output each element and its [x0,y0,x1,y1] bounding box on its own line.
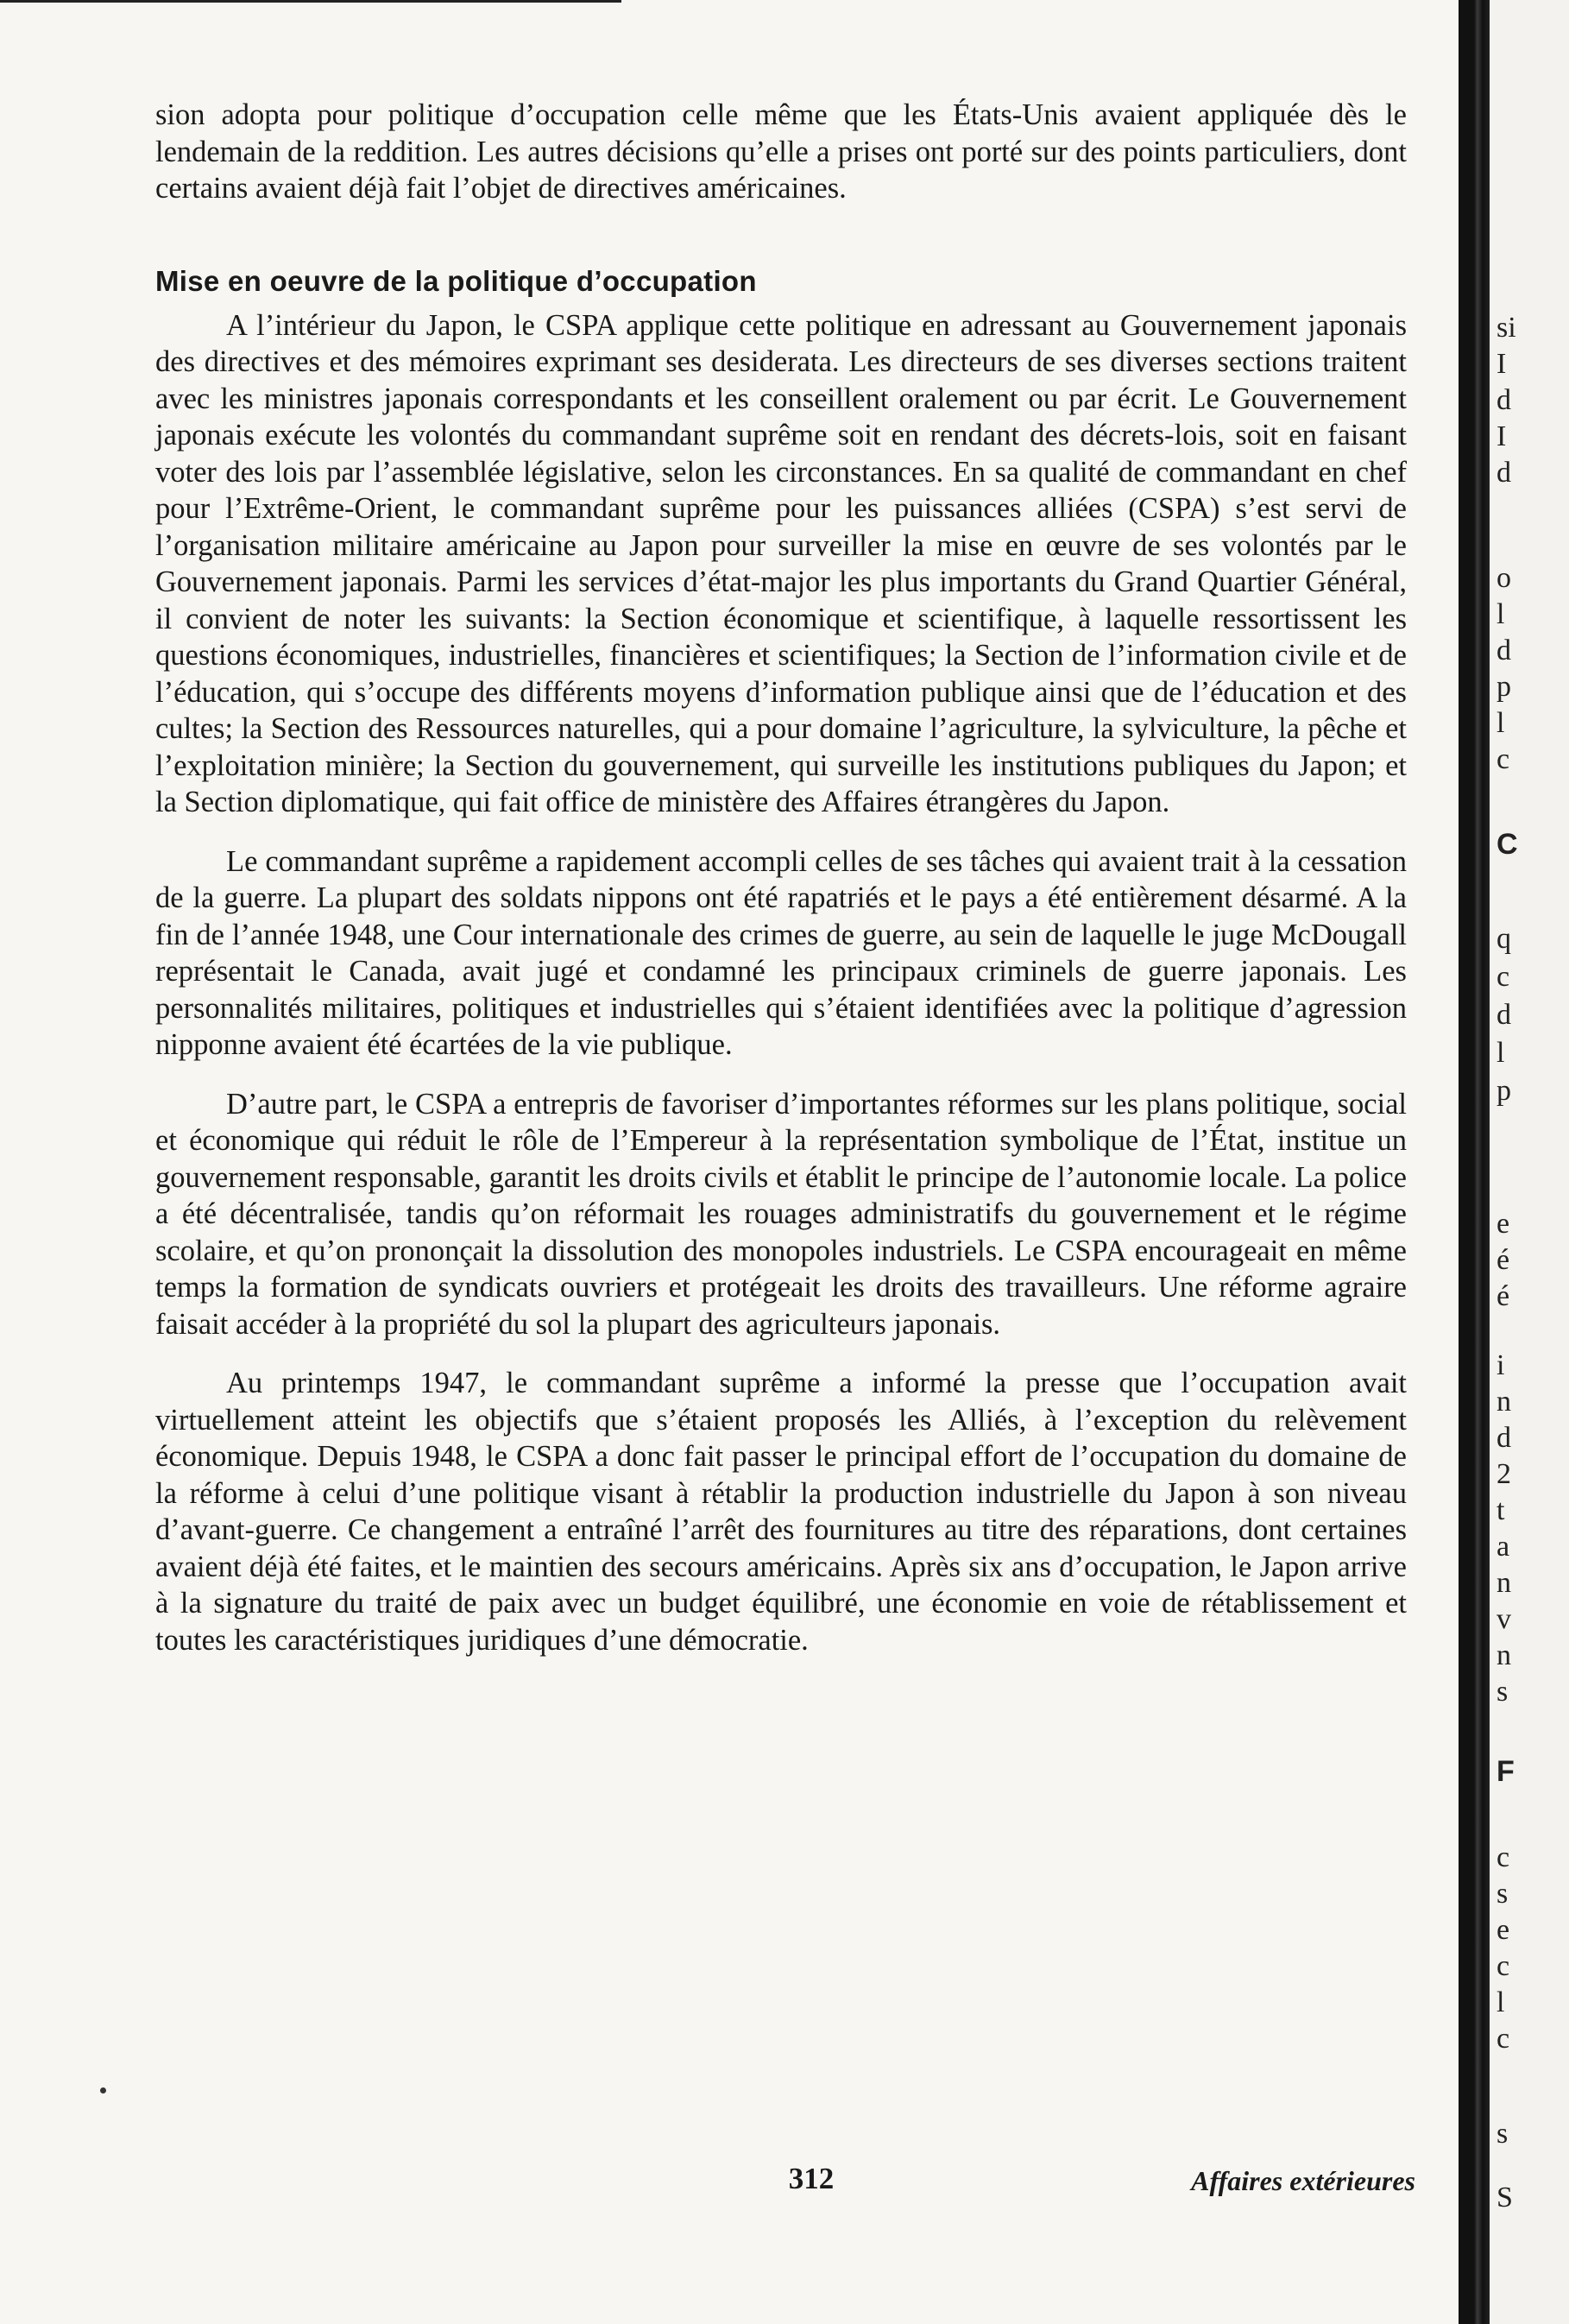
facing-fragment: é [1497,1244,1510,1276]
book-gutter [1459,0,1490,2324]
facing-fragment: F [1497,1755,1515,1788]
facing-fragment: C [1497,828,1518,861]
facing-fragment: si [1497,312,1516,344]
facing-fragment: l [1497,1037,1505,1069]
facing-fragment: q [1497,923,1511,955]
facing-page-edge [1490,0,1569,2324]
facing-fragment: s [1497,1878,1509,1910]
facing-fragment: d [1497,999,1511,1031]
facing-fragment: p [1497,671,1511,703]
facing-fragment: e [1497,1208,1510,1240]
facing-fragment: d [1497,635,1511,666]
paragraph: D’autre part, le CSPA a entrepris de favoriser d’importantes réformes sur les plans politique, social et économique qui réduit le rôle de l’Empereur à la représentation symbolique de l’État, institue un gouvernement responsable, garantit les droits civils et établit le principe de l’autonomie locale. La police a été décentralisée, tandis qu’on réformait les rouages administratifs du gouvernement et le régime scolaire, et qu’on prononçait la dissolution des monopoles industriels. Le CSPA encourageait en même temps la formation de syndicats ouvriers et protégeait les droits des travailleurs. Une réforme agraire faisait accéder à la propriété du sol la plupart des agriculteurs japonais. [155,1087,1407,1341]
facing-fragment: t [1497,1494,1505,1526]
text-column [155,97,1407,1681]
facing-fragment: c [1497,1841,1510,1873]
facing-fragment: l [1497,1986,1505,2018]
paragraph: Au printemps 1947, le commandant suprême a informé la presse que l’occupation avait virtuellement atteint les objectifs que s’étaient proposés les Alliés, à l’exception du relèvement économique. Depuis 1948, le CSPA a donc fait passer le principal effort de l’occupation du domaine de la réforme à celui d’une politique visant à rétablir la production industrielle du Japon à son niveau d’avant-guerre. Ce changement a entraîné l’arrêt des fournitures au titre des réparations, dont certaines avaient déjà été faites, et le maintien des secours américains. Après six ans d’occupation, le Japon arrive à la signature du traité de paix avec un budget équilibré, une économie en voie de rétablissement et toutes les caractéristiques juridiques d’une démocratie. [155,1367,1407,1657]
facing-fragment: d [1497,384,1511,416]
facing-fragment: d [1497,457,1511,489]
stray-mark [100,2087,106,2093]
paragraph: Le commandant suprême a rapidement accompli celles de ses tâches qui avaient trait à la cessation de la guerre. La plupart des soldats nippons ont été rapatriés et le pays a été entièrement désarmé. A la fin de l’année 1948, une Cour internationale des crimes de guerre, au sein de laquelle le juge McDougall représentait le Canada, avait jugé et condamné les principaux criminels de guerre japonais. Les personnalités militaires, politiques et industrielles qui s’étaient identifiées avec la politique d’agression nipponne avaient été écartées de la vie publique. [155,844,1407,1061]
facing-fragment: é [1497,1280,1510,1312]
facing-fragment: i [1497,1349,1505,1381]
facing-fragment: l [1497,598,1505,630]
paragraph: A l’intérieur du Japon, le CSPA applique cette politique en adressant au Gouvernement japonais des directives et des mémoires exprimant ses desiderata. Les directeurs de ses diverses sections traitent avec les ministres japonais correspondants et les conseillent oralement ou par écrit. Le Gouvernement japonais exécute les volontés du commandant suprême soit en rendant des décrets-lois, soit en faisant voter des lois par l’assemblée législative, selon les circonstances. En sa qualité de commandant en chef pour l’Extrême-Orient, le commandant suprême pour les puissances alliées (CSPA) s’est servi de l’organisation militaire américaine au Japon pour surveiller la mise en œuvre de ses volontés par le Gouvernement japonais. Parmi les services d’état-major les plus importants du Grand Quartier Général, il convient de noter les suivants: la Section économique et scientifique, à laquelle ressortissent les questions économiques, industrielles, financières et scientifiques; la Section de l’information civile et de l’éducation, qui s’occupe des différents moyens d’information publique ainsi que de l’éducation et des cultes; la Section des Ressources naturelles, qui a pour domaine l’agriculture, la sylviculture, la pêche et l’exploitation minière; la Section du gouvernement, qui surveille les institutions publiques du Japon; et la Section diplomatique, qui fait office de ministère des Affaires étrangères du Japon. [155,308,1407,818]
facing-fragment: e [1497,1914,1510,1946]
facing-fragment: l [1497,707,1505,739]
facing-fragment: v [1497,1603,1511,1635]
facing-fragment: a [1497,1531,1510,1563]
facing-fragment: n [1497,1386,1511,1418]
facing-fragment: c [1497,2023,1510,2055]
facing-fragment: p [1497,1075,1511,1107]
facing-fragment: s [1497,2118,1509,2150]
page-number: 312 [788,2162,835,2195]
running-footer-title: Affaires extérieures [1191,2165,1415,2196]
facing-fragment: s [1497,1676,1509,1708]
facing-fragment: c [1497,743,1510,775]
facing-fragment: S [1497,2182,1513,2213]
facing-fragment: I [1497,420,1507,452]
facing-fragment: n [1497,1567,1511,1599]
facing-fragment: d [1497,1422,1511,1454]
facing-fragment: c [1497,1950,1510,1982]
facing-fragment: c [1497,961,1510,993]
section-heading: Mise en oeuvre de la politique d’occupation [155,264,757,297]
facing-fragment: 2 [1497,1458,1511,1490]
facing-fragment: n [1497,1639,1511,1671]
paragraph-intro: sion adopta pour politique d’occupation celle même que les États-Unis avaient appliquée dès le lendemain de la reddition. Les autres décisions qu’elle a prises ont porté sur des points particuliers, dont certains avaient déjà fait l’objet de directives américaines. [155,98,1407,205]
facing-fragment: o [1497,562,1511,594]
facing-fragment: I [1497,348,1507,380]
